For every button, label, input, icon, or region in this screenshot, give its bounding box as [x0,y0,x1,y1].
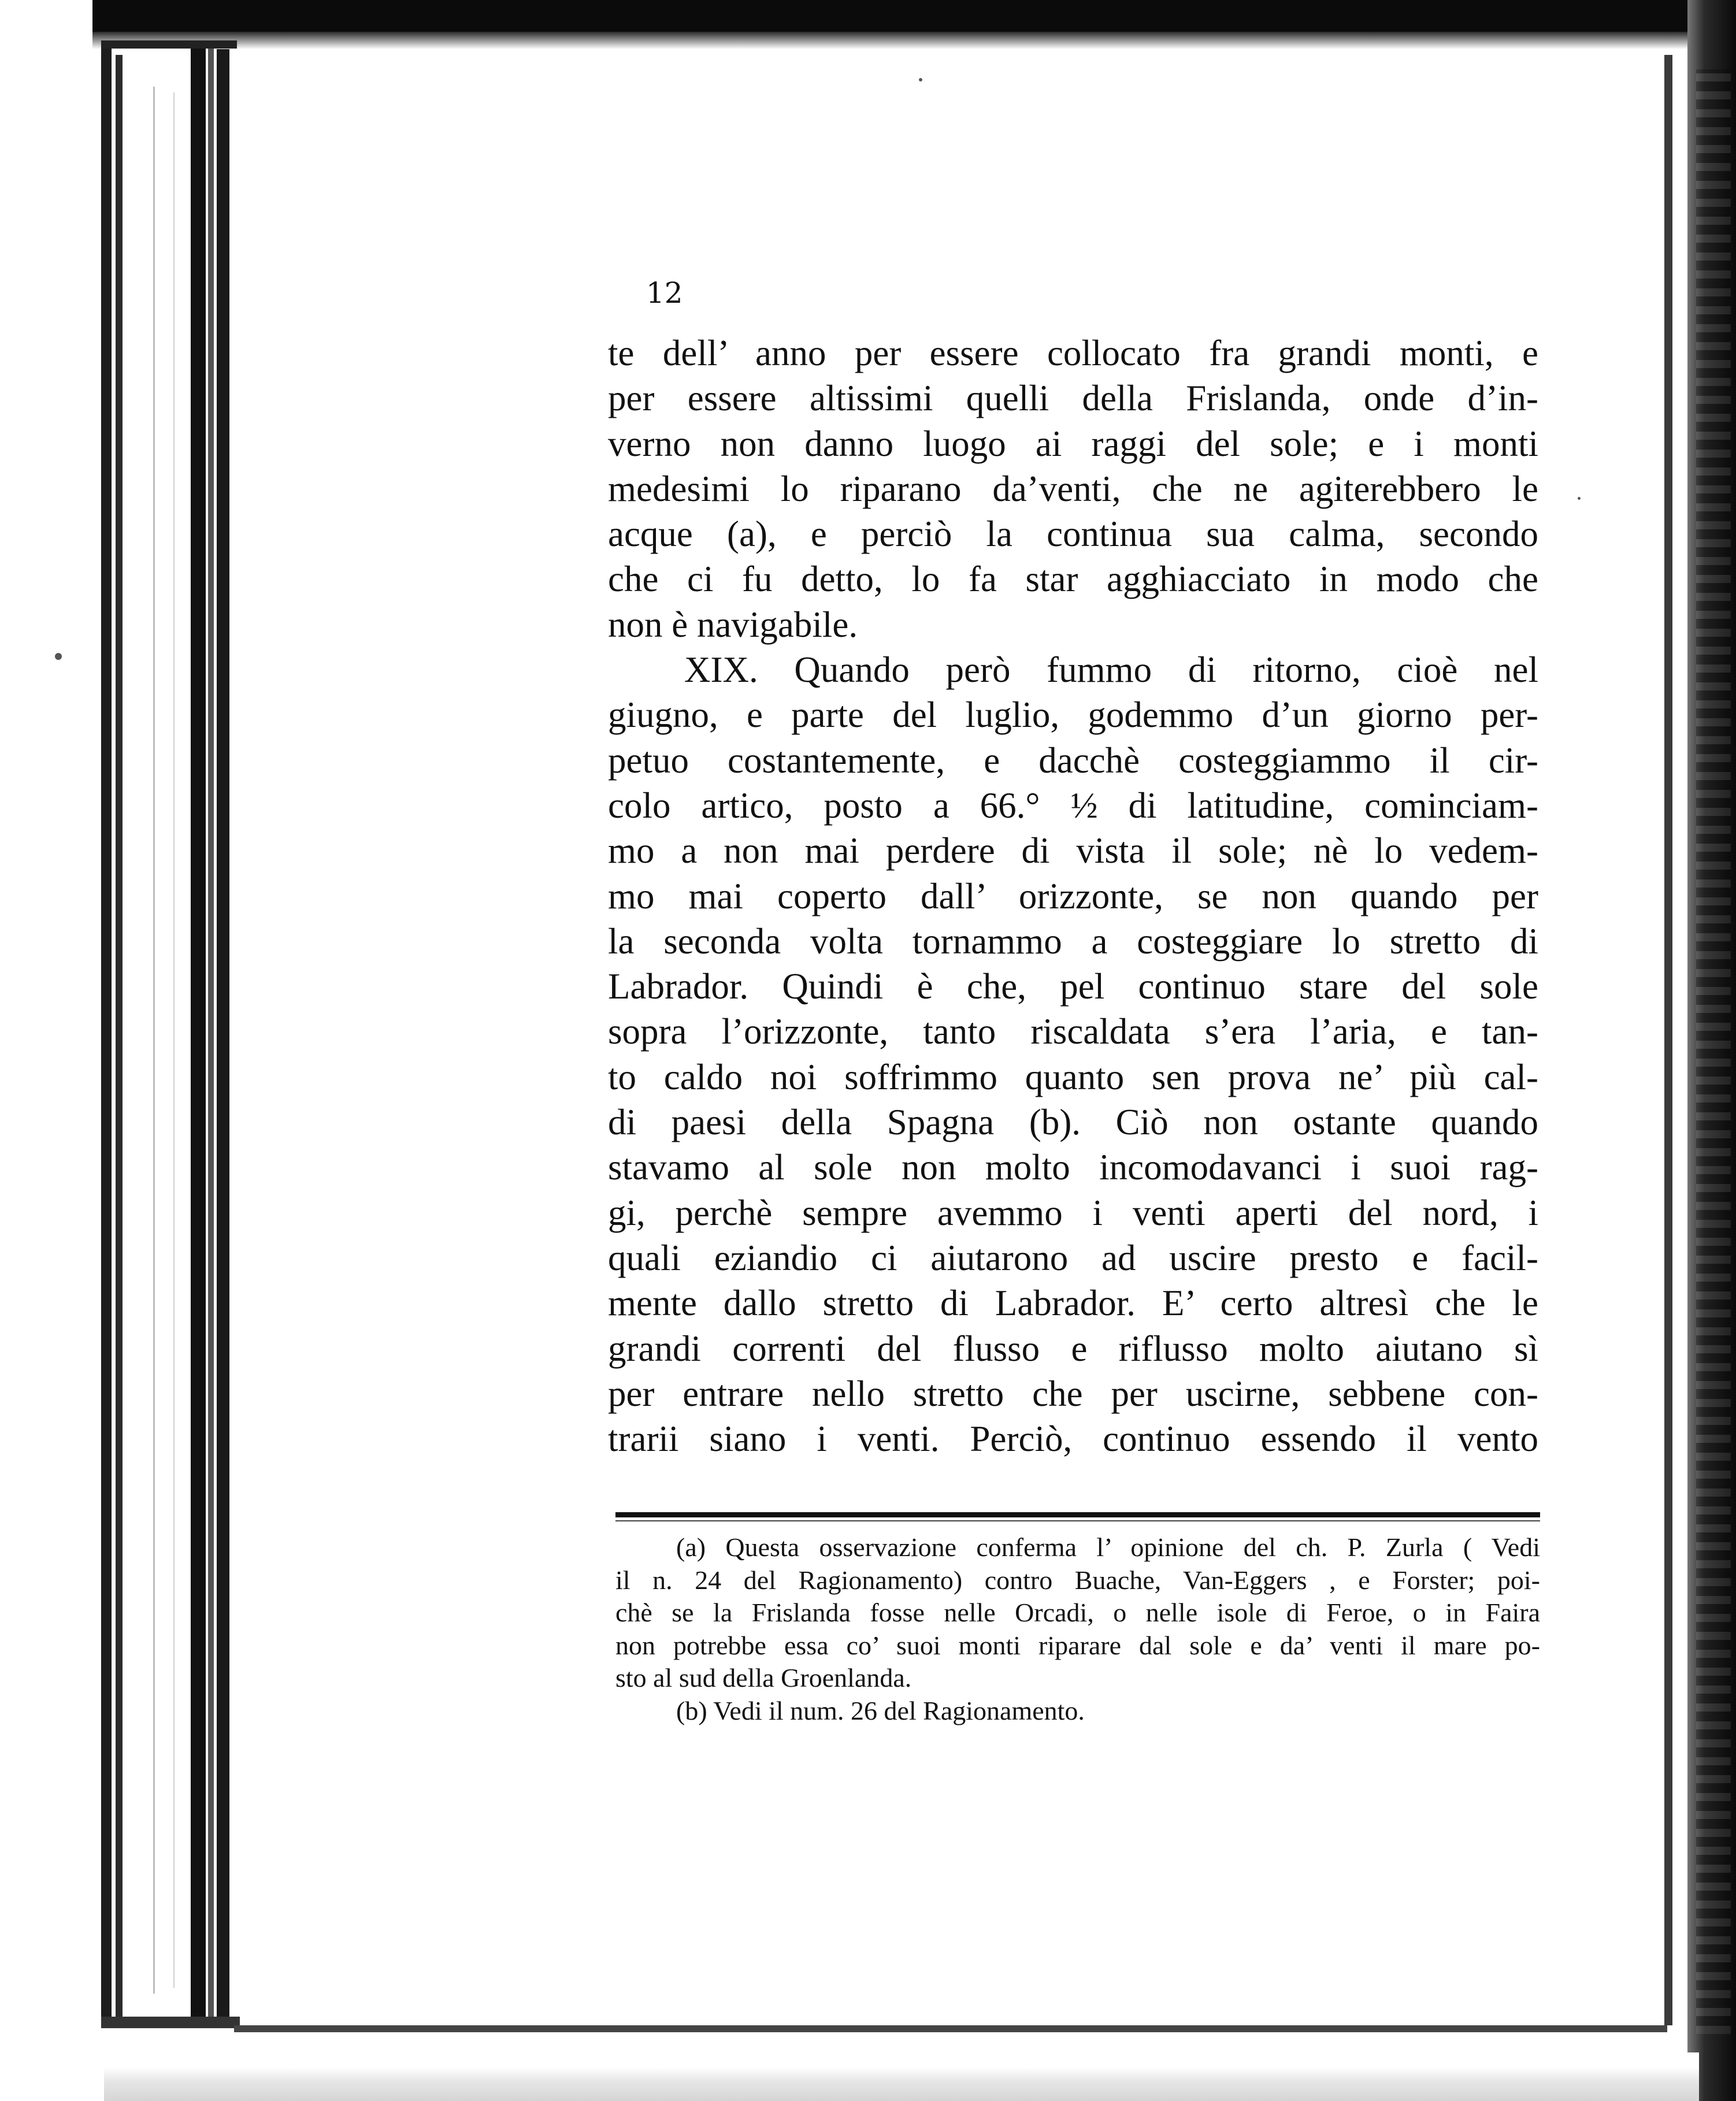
footnote-line: il n. 24 del Ragionamento) contro Buache, Van-Eggers , e Forster; poi- [615,1565,1540,1595]
text-line: colo artico, posto a 66.° ½ di latitudine, cominciam- [608,785,1538,826]
text-line: mo mai coperto dall’ orizzonte, se non quando per [608,875,1538,916]
footnotes [615,1531,1540,1727]
footnote-line: (a) Questa osservazione conferma l’ opinione del ch. P. Zurla ( Vedi [676,1532,1540,1562]
text-line: verno non danno luogo ai raggi del sole; e i monti [608,423,1538,464]
footnote-divider [615,1512,1540,1517]
text-line: medesimi lo riparano da’venti, che ne agiterebbero le [608,468,1538,509]
paragraph-start-line: XIX. Quando però fummo di ritorno, cioè nel [684,649,1538,691]
text-line: to caldo noi soffrimmo quanto sen prova ne’ più cal- [608,1056,1538,1097]
scan-speck [55,653,62,660]
footnote-line: chè se la Frislanda fosse nelle Orcadi, o nelle isole di Feroe, o in Faira [615,1598,1540,1627]
page-number: 12 [646,276,683,310]
text-line: per essere altissimi quelli della Frislanda, onde d’in- [608,378,1538,419]
scan-border-left [0,0,92,2101]
text-line: non è navigabile. [608,604,858,645]
footnote-line: non potrebbe essa co’ suoi monti riparare dal sole e da’ venti il mare po- [615,1630,1540,1660]
text-line: Labrador. Quindi è che, pel continuo stare del sole [608,966,1538,1007]
text-line: petuo costantemente, e dacchè costeggiammo il cir- [608,740,1538,781]
footnote-line: sto al sud della Groenlanda. [615,1663,912,1692]
page-edge [101,40,237,49]
scan-speck [1578,497,1581,500]
footnote-divider-thin [615,1520,1540,1521]
text-line: trarii siano i venti. Perciò, continuo essendo il vento [608,1419,1538,1460]
page-edge [1664,55,1672,2025]
book-spine-texture [1696,69,1731,2034]
page-edge [173,92,175,1988]
page-edge [101,43,112,2025]
page-edge [153,87,155,1994]
text-line: gi, perchè sempre avemmo i venti aperti del nord, i [608,1192,1538,1233]
body-text [608,331,1538,1461]
text-line: che ci fu detto, lo fa star agghiacciato in modo che [608,559,1538,600]
footnote-line: (b) Vedi il num. 26 del Ragionamento. [676,1695,1085,1725]
text-line: stavamo al sole non molto incomodavanci i suoi rag- [608,1147,1538,1188]
text-line: la seconda volta tornammo a costeggiare lo stretto di [608,920,1538,962]
page-edge [191,46,206,2028]
text-line: giugno, e parte del luglio, godemmo d’un giorno per- [608,695,1538,736]
page-bottom-shadow [104,2052,1699,2101]
text-line: acque (a), e perciò la continua sua calma, secondo [608,514,1538,555]
scan-border-top [0,0,1736,35]
text-line: quali eziandio ci aiutarono ad uscire presto e facil- [608,1237,1538,1278]
page-edge [101,2017,240,2028]
text-line: grandi correnti del flusso e riflusso molto aiutano sì [608,1328,1538,1369]
text-line: di paesi della Spagna (b). Ciò non ostante quando [608,1102,1538,1143]
scan-speck [919,78,922,81]
text-line: sopra l’orizzonte, tanto riscaldata s’era l’aria, e tan- [608,1011,1538,1052]
page-edge [116,55,123,2020]
page-edge [234,2025,1667,2032]
text-line: mo a non mai perdere di vista il sole; nè lo vedem- [608,830,1538,871]
text-line: te dell’ anno per essere collocato fra grandi monti, e [608,333,1538,373]
text-line: per entrare nello stretto che per uscirne, sebbene con- [608,1373,1538,1414]
text-line: mente dallo stretto di Labrador. E’ certo altresì che le [608,1283,1538,1324]
page-edge [217,49,229,2025]
page-top-shadow [92,32,1699,49]
page-edge [208,46,214,2028]
